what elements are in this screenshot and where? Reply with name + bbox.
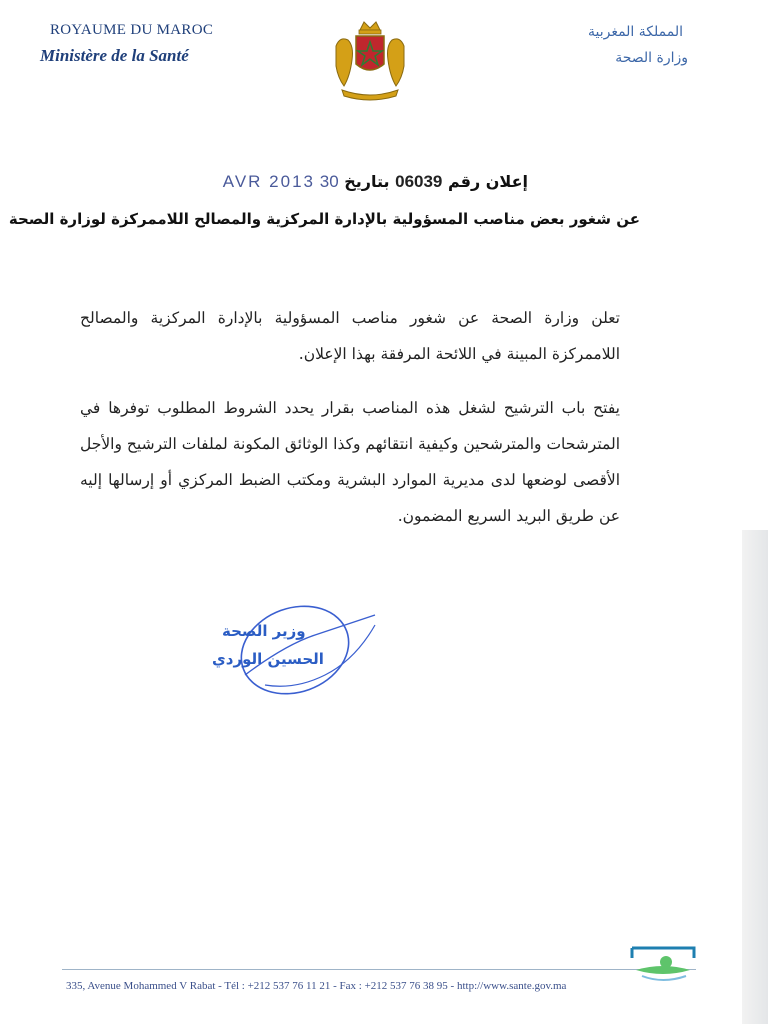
header-country-fr: ROYAUME DU MAROC <box>50 22 214 38</box>
signatory-name: الحسين الوردي <box>212 650 324 668</box>
footer-divider <box>62 969 696 970</box>
announcement-number: 06039 <box>395 172 443 191</box>
page-edge-shadow <box>742 530 768 1024</box>
royal-emblem-icon <box>326 16 414 104</box>
announcement-subject: عن شغور بعض مناصب المسؤولية بالإدارة المركزية والمصالح اللاممركزة لوزارة الصحة <box>8 210 640 228</box>
document-body <box>80 300 620 552</box>
signatory-title: وزير الصحة <box>222 622 306 640</box>
body-paragraph-2: يفتح باب الترشيح لشغل هذه المناصب بقرار يحدد الشروط المطلوب توفرها في المترشحات والمترشحين وكيفية انتقائهم وكذا الوثائق المكونة لملفات الترشيح والأجل الأقصى لوضعها لدى مديرية الموارد البشرية ومكتب الضبط المركزي أو إرسالها إليه عن طريق البريد السريع المضمون. <box>80 399 620 525</box>
header-country-ar: المملكة المغربية <box>587 24 683 40</box>
announcement-date-label: بتاريخ <box>344 172 390 191</box>
footer-contact: 335, Avenue Mohammed V Rabat - Tél : +212 537 76 11 21 - Fax : +212 537 76 38 95 - http://www.sante.gov.ma <box>66 980 567 992</box>
announcement-line <box>223 172 528 192</box>
announcement-label: إعلان رقم <box>447 172 528 191</box>
body-paragraph-1: تعلن وزارة الصحة عن شغور مناصب المسؤولية بالإدارة المركزية والمصالح اللاممركزة المبينة في اللائحة المرفقة بهذا الإعلان. <box>80 309 620 363</box>
date-stamp: 30 AVR 2013 <box>222 172 339 191</box>
header-ministry-fr: Ministère de la Santé <box>40 46 189 65</box>
ministry-logo-icon <box>628 944 698 990</box>
header-ministry-ar: وزارة الصحة <box>615 50 688 66</box>
